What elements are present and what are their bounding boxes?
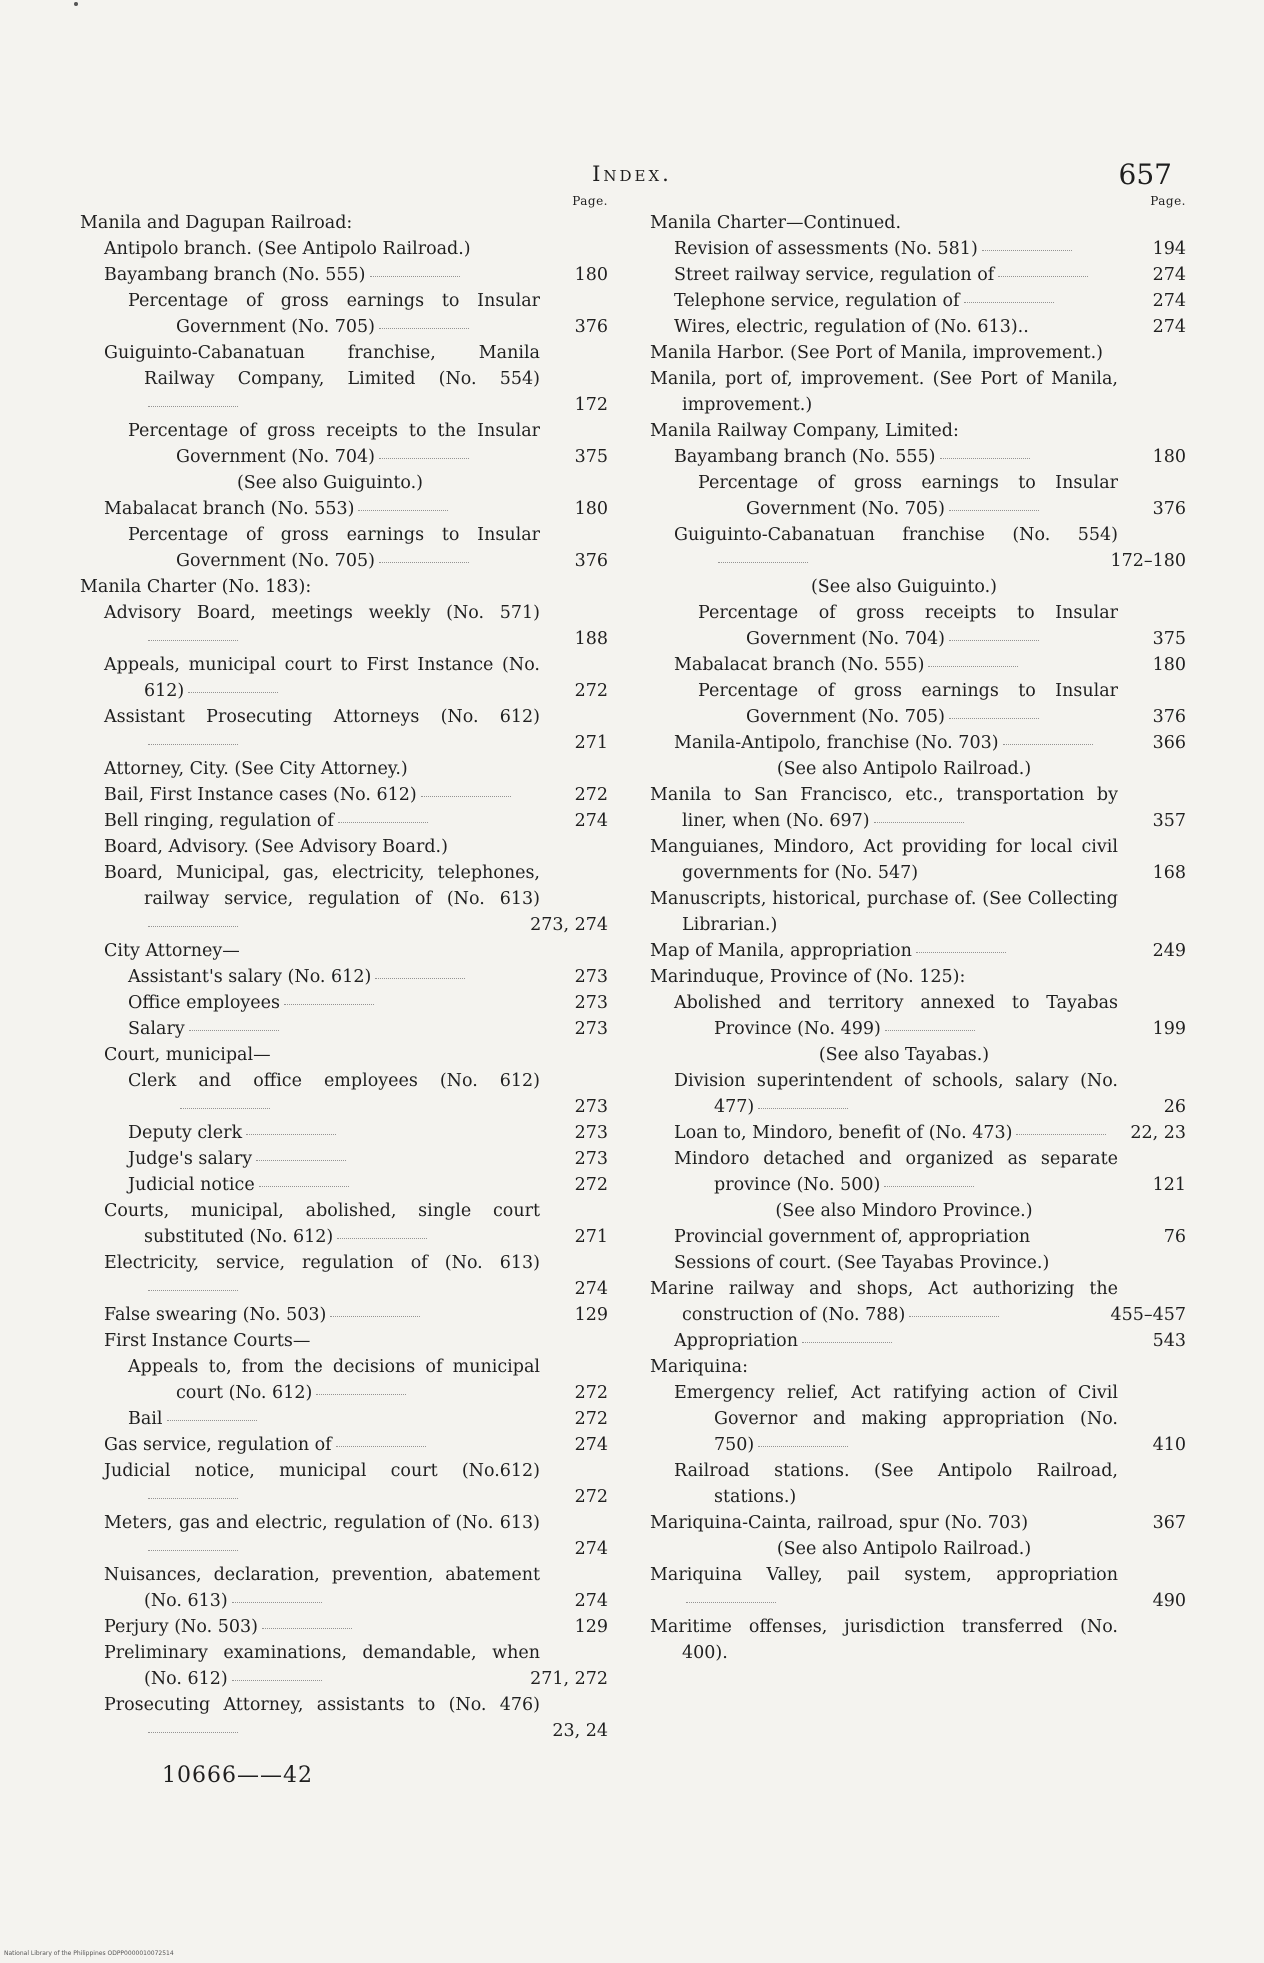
page-number: 657 <box>1118 158 1172 191</box>
entry-text: Bayambang branch (No. 555) <box>104 265 366 285</box>
entry-text: Manila and Dagupan Railroad: <box>80 213 353 233</box>
entry-text: Courts, municipal, abolished, single court substituted (No. 612) <box>104 1201 540 1247</box>
index-entry <box>80 1146 608 1172</box>
page-ref: 375 <box>1152 629 1186 649</box>
entry-text: Board, Municipal, gas, electricity, telephones, railway service, regulation of (No. 613) <box>104 863 540 909</box>
entry-text: (See also Guiguinto.) <box>236 473 424 493</box>
page-ref: 274 <box>574 1591 608 1611</box>
entry-text: Manila Railway Company, Limited: <box>650 421 959 441</box>
page-ref: 272 <box>574 1175 608 1195</box>
dot-leader <box>928 665 1018 667</box>
index-entry <box>650 600 1186 652</box>
page-ref: 249 <box>1152 941 1186 961</box>
entry-text: (See also Tayabas.) <box>818 1045 990 1065</box>
entry-text: Judge's salary <box>128 1149 253 1169</box>
dot-leader <box>370 275 460 277</box>
dot-leader <box>148 1549 238 1551</box>
dot-leader <box>982 249 1072 251</box>
dot-leader <box>949 717 1039 719</box>
page-ref: 273 <box>574 1123 608 1143</box>
entry-text: Clerk and office employees (No. 612) <box>128 1071 540 1091</box>
index-entry <box>80 808 608 834</box>
page-ref: 271, 272 <box>530 1669 608 1689</box>
entry-text: Attorney, City. (See City Attorney.) <box>104 759 408 779</box>
page-ref: 274 <box>1152 317 1186 337</box>
index-heading <box>80 1042 608 1068</box>
index-entry <box>650 990 1186 1042</box>
dot-leader <box>148 1289 238 1291</box>
index-entry <box>650 1562 1186 1614</box>
index-heading <box>650 366 1186 418</box>
entry-text: Bail, First Instance cases (No. 612) <box>104 785 417 805</box>
page-ref: 172–180 <box>1110 551 1186 571</box>
dot-leader <box>148 405 238 407</box>
index-heading <box>650 1458 1186 1510</box>
dot-leader <box>802 1341 892 1343</box>
index-entry <box>650 1068 1186 1120</box>
entry-text: Telephone service, regulation of <box>674 291 960 311</box>
dot-leader <box>189 1029 279 1031</box>
entry-text: Percentage of gross earnings to Insular Government (No. 705) <box>698 681 1118 727</box>
index-heading <box>650 418 1186 444</box>
page-ref: 376 <box>574 317 608 337</box>
entry-text: Sessions of court. (See Tayabas Province.) <box>674 1253 1050 1273</box>
page-ref: 168 <box>1152 863 1186 883</box>
dot-leader <box>379 327 469 329</box>
page-ref: 194 <box>1152 239 1186 259</box>
dot-leader <box>998 275 1088 277</box>
entry-text: First Instance Courts— <box>104 1331 311 1351</box>
index-heading <box>80 1328 608 1354</box>
index-heading <box>650 886 1186 938</box>
index-heading <box>80 574 608 600</box>
index-entry <box>650 470 1186 522</box>
entry-text: Percentage of gross receipts to the Insular Government (No. 704) <box>128 421 540 467</box>
entry-text: Marinduque, Province of (No. 125): <box>650 967 966 987</box>
index-column-left <box>80 194 608 1744</box>
index-entry <box>80 340 608 418</box>
entry-text: Mariquina-Cainta, railroad, spur (No. 703) <box>650 1513 1029 1533</box>
entry-text: Perjury (No. 503) <box>104 1617 258 1637</box>
entry-text: Mindoro detached and organized as separate province (No. 500) <box>674 1149 1118 1195</box>
entry-text: Preliminary examinations, demandable, when (No. 612) <box>104 1643 540 1689</box>
page-ref: 375 <box>574 447 608 467</box>
index-entry <box>650 288 1186 314</box>
index-entry <box>650 1276 1186 1328</box>
index-entry <box>80 522 608 574</box>
page-ref: 273 <box>574 1019 608 1039</box>
entry-text: Manguianes, Mindoro, Act providing for local civil governments for (No. 547) <box>650 837 1118 883</box>
entry-text: Maritime offenses, jurisdiction transferred (No. 400). <box>650 1617 1118 1663</box>
page-column-label: Page. <box>1150 194 1186 208</box>
entry-text: Court, municipal— <box>104 1045 271 1065</box>
entry-text: Deputy clerk <box>128 1123 243 1143</box>
dot-leader <box>1003 743 1093 745</box>
entry-text: Mabalacat branch (No. 555) <box>674 655 925 675</box>
library-stamp: National Library of the Philippines ODPP0000010072514 <box>4 1950 174 1957</box>
dot-leader <box>874 821 964 823</box>
page-ref: 274 <box>574 1435 608 1455</box>
page-ref: 357 <box>1152 811 1186 831</box>
index-entry <box>80 1432 608 1458</box>
dot-leader <box>284 1003 374 1005</box>
index-entry <box>80 1068 608 1120</box>
entry-text: Mabalacat branch (No. 553) <box>104 499 355 519</box>
index-heading <box>650 340 1186 366</box>
dot-leader <box>336 1445 426 1447</box>
index-entry <box>80 704 608 756</box>
entry-text: City Attorney— <box>104 941 240 961</box>
page-ref: 271 <box>574 733 608 753</box>
index-entry <box>80 1458 608 1510</box>
index-entry <box>650 782 1186 834</box>
entry-text: (See also Antipolo Railroad.) <box>776 1539 1032 1559</box>
entry-text: Manila Charter (No. 183): <box>80 577 312 597</box>
page-ref: 376 <box>1152 707 1186 727</box>
dot-leader <box>718 561 808 563</box>
page-ref: 410 <box>1152 1435 1186 1455</box>
index-entry <box>80 1406 608 1432</box>
entry-text: Percentage of gross receipts to Insular Government (No. 704) <box>698 603 1118 649</box>
page-ref: 274 <box>1152 291 1186 311</box>
index-heading <box>650 1536 1186 1562</box>
index-entry <box>80 1562 608 1614</box>
dot-leader <box>148 743 238 745</box>
page-ref: 129 <box>574 1305 608 1325</box>
index-entry <box>80 496 608 522</box>
page-ref: 272 <box>574 1383 608 1403</box>
index-heading <box>80 756 608 782</box>
page-ref: 543 <box>1152 1331 1186 1351</box>
page-ref: 273 <box>574 1149 608 1169</box>
index-entry <box>650 652 1186 678</box>
page-ref: 376 <box>1152 499 1186 519</box>
page-ref: 199 <box>1152 1019 1186 1039</box>
entry-text: Percentage of gross earnings to Insular Government (No. 705) <box>128 291 540 337</box>
index-entry <box>80 1016 608 1042</box>
index-entry <box>650 236 1186 262</box>
entry-text: (See also Antipolo Railroad.) <box>776 759 1032 779</box>
index-heading <box>650 1354 1186 1380</box>
entry-text: Antipolo branch. (See Antipolo Railroad.) <box>104 239 471 259</box>
page-ref: 273 <box>574 967 608 987</box>
index-heading <box>650 210 1186 236</box>
page-ref: 274 <box>574 1539 608 1559</box>
dot-leader <box>1016 1133 1106 1135</box>
entry-text: Manila, port of, improvement. (See Port of Manila, improvement.) <box>650 369 1118 415</box>
page-title: Index. <box>592 162 672 186</box>
index-entry <box>80 860 608 938</box>
dot-leader <box>379 457 469 459</box>
dot-leader <box>758 1445 848 1447</box>
dot-leader <box>148 639 238 641</box>
index-column-right <box>650 194 1186 1666</box>
entry-text: Manila-Antipolo, franchise (No. 703) <box>674 733 999 753</box>
index-entry <box>650 314 1186 340</box>
dot-leader <box>148 1497 238 1499</box>
page-ref: 26 <box>1163 1097 1186 1117</box>
entry-text: Guiguinto-Cabanatuan franchise (No. 554) <box>674 525 1118 545</box>
entry-text: Salary <box>128 1019 185 1039</box>
entry-text: Mariquina: <box>650 1357 748 1377</box>
index-heading <box>80 470 608 496</box>
entry-text: Manila Harbor. (See Port of Manila, improvement.) <box>650 343 1103 363</box>
index-entry <box>80 1120 608 1146</box>
entry-text: Advisory Board, meetings weekly (No. 571) <box>104 603 540 623</box>
dot-leader <box>167 1419 257 1421</box>
dot-leader <box>686 1601 776 1603</box>
index-entry <box>80 288 608 340</box>
index-entry <box>650 678 1186 730</box>
dot-leader <box>916 951 1006 953</box>
dot-leader <box>180 1107 270 1109</box>
index-heading <box>650 964 1186 990</box>
page-ref: 273, 274 <box>530 915 608 935</box>
page-ref: 274 <box>1152 265 1186 285</box>
dot-leader <box>949 639 1039 641</box>
dot-leader <box>884 1185 974 1187</box>
entry-text: Appeals to, from the decisions of municipal court (No. 612) <box>128 1357 540 1403</box>
index-heading <box>650 574 1186 600</box>
dot-leader <box>262 1627 352 1629</box>
index-heading <box>650 756 1186 782</box>
dot-leader <box>246 1133 336 1135</box>
page-ref: 180 <box>574 499 608 519</box>
entry-text: False swearing (No. 503) <box>104 1305 327 1325</box>
index-heading <box>80 236 608 262</box>
index-entry <box>650 262 1186 288</box>
page-ref: 121 <box>1152 1175 1186 1195</box>
index-entry <box>650 1510 1186 1536</box>
index-entry <box>650 1328 1186 1354</box>
entry-text: Appropriation <box>674 1331 798 1351</box>
page-ref: 273 <box>574 1097 608 1117</box>
index-entry <box>80 782 608 808</box>
entry-text: Judicial notice <box>128 1175 255 1195</box>
index-entry <box>80 964 608 990</box>
entry-text: Guiguinto-Cabanatuan franchise, Manila Railway Company, Limited (No. 554) <box>104 343 540 389</box>
page-ref: 273 <box>574 993 608 1013</box>
page-ref: 129 <box>574 1617 608 1637</box>
index-entry <box>650 444 1186 470</box>
entry-text: Bail <box>128 1409 163 1429</box>
entry-text: Abolished and territory annexed to Tayabas Province (No. 499) <box>674 993 1118 1039</box>
page-ref: 367 <box>1152 1513 1186 1533</box>
dot-leader <box>949 509 1039 511</box>
entry-text: Emergency relief, Act ratifying action of Civil Governor and making appropriation (No. 750) <box>674 1383 1118 1455</box>
entry-text: (See also Mindoro Province.) <box>775 1201 1033 1221</box>
index-entry <box>80 1198 608 1250</box>
page-ref: 76 <box>1163 1227 1186 1247</box>
entry-text: Mariquina Valley, pail system, appropriation <box>650 1565 1118 1585</box>
entry-text: Assistant Prosecuting Attorneys (No. 612) <box>104 707 540 727</box>
index-entry <box>80 1640 608 1692</box>
page-ref: 272 <box>574 1409 608 1429</box>
page-ref: 274 <box>574 811 608 831</box>
page-ref: 180 <box>574 265 608 285</box>
entry-text: Percentage of gross earnings to Insular Government (No. 705) <box>128 525 540 571</box>
entry-text: Bayambang branch (No. 555) <box>674 447 936 467</box>
dot-leader <box>232 1601 322 1603</box>
entry-text: Percentage of gross earnings to Insular Government (No. 705) <box>698 473 1118 519</box>
page-ref: 490 <box>1152 1591 1186 1611</box>
index-entry <box>80 652 608 704</box>
entry-text: Marine railway and shops, Act authorizing the construction of (No. 788) <box>650 1279 1118 1325</box>
page-ref: 274 <box>574 1279 608 1299</box>
dot-leader <box>256 1159 346 1161</box>
dot-leader <box>316 1393 406 1395</box>
index-entry <box>650 1120 1186 1146</box>
dot-leader <box>148 925 238 927</box>
dot-leader <box>358 509 448 511</box>
entry-text: Street railway service, regulation of <box>674 265 995 285</box>
entry-text: Provincial government of, appropriation <box>674 1227 1031 1247</box>
index-entry <box>650 938 1186 964</box>
entry-text: Board, Advisory. (See Advisory Board.) <box>104 837 448 857</box>
dot-leader <box>964 301 1054 303</box>
entry-text: Electricity, service, regulation of (No. 613) <box>104 1253 540 1273</box>
page-column-label: Page. <box>572 194 608 208</box>
index-entry <box>80 1614 608 1640</box>
dot-leader <box>337 1237 427 1239</box>
entry-text: Assistant's salary (No. 612) <box>128 967 372 987</box>
index-entry <box>80 1250 608 1302</box>
entry-text: Office employees <box>128 993 280 1013</box>
index-heading <box>80 938 608 964</box>
index-entry <box>650 834 1186 886</box>
index-heading <box>650 1614 1186 1666</box>
index-heading <box>80 210 608 236</box>
dot-leader <box>338 821 428 823</box>
dot-leader <box>379 561 469 563</box>
index-entry <box>80 600 608 652</box>
entry-text: Loan to, Mindoro, benefit of (No. 473) <box>674 1123 1013 1143</box>
index-heading <box>650 1250 1186 1276</box>
entry-text: Judicial notice, municipal court (No.612) <box>104 1461 540 1481</box>
page-ref: 180 <box>1152 655 1186 675</box>
page-ref: 272 <box>574 1487 608 1507</box>
entry-text: (See also Guiguinto.) <box>810 577 998 597</box>
index-heading <box>80 834 608 860</box>
entry-text: Prosecuting Attorney, assistants to (No. 476) <box>104 1695 540 1715</box>
index-entry <box>80 1302 608 1328</box>
entry-text: Map of Manila, appropriation <box>650 941 912 961</box>
entry-text: Meters, gas and electric, regulation of (No. 613) <box>104 1513 540 1533</box>
page-header <box>0 150 1264 200</box>
page-ref: 455–457 <box>1110 1305 1186 1325</box>
dot-leader <box>259 1185 349 1187</box>
entry-text: Nuisances, declaration, prevention, abatement (No. 613) <box>104 1565 540 1611</box>
dot-leader <box>909 1315 999 1317</box>
index-entry <box>80 262 608 288</box>
signature-mark: 10666——42 <box>162 1763 313 1788</box>
page-ref: 180 <box>1152 447 1186 467</box>
index-entry <box>80 990 608 1016</box>
index-entry <box>80 1172 608 1198</box>
dot-leader <box>421 795 511 797</box>
scan-speck <box>74 2 78 6</box>
entry-text: Manila to San Francisco, etc., transportation by liner, when (No. 697) <box>650 785 1118 831</box>
dot-leader <box>758 1107 848 1109</box>
entry-text: Bell ringing, regulation of <box>104 811 334 831</box>
page-ref: 271 <box>574 1227 608 1247</box>
dot-leader <box>232 1679 322 1681</box>
index-heading <box>650 1198 1186 1224</box>
page-ref: 22, 23 <box>1130 1123 1186 1143</box>
dot-leader <box>330 1315 420 1317</box>
entry-text: Gas service, regulation of <box>104 1435 332 1455</box>
index-entry <box>650 730 1186 756</box>
entry-text: Division superintendent of schools, salary (No. 477) <box>674 1071 1118 1117</box>
index-entry <box>80 1510 608 1562</box>
index-heading <box>650 1042 1186 1068</box>
index-entry <box>80 418 608 470</box>
dot-leader <box>148 1731 238 1733</box>
index-entry <box>80 1692 608 1744</box>
entry-text: Railroad stations. (See Antipolo Railroad, stations.) <box>674 1461 1118 1507</box>
dot-leader <box>188 691 278 693</box>
index-entry <box>650 1380 1186 1458</box>
index-entry <box>650 522 1186 574</box>
page-ref: 23, 24 <box>552 1721 608 1741</box>
index-entry <box>650 1146 1186 1198</box>
entry-text: Revision of assessments (No. 581) <box>674 239 978 259</box>
page-ref: 376 <box>574 551 608 571</box>
entry-text: Manuscripts, historical, purchase of. (See Collecting Librarian.) <box>650 889 1118 935</box>
index-entry <box>650 1224 1186 1250</box>
page-ref: 172 <box>574 395 608 415</box>
entry-text: Appeals, municipal court to First Instance (No. 612) <box>104 655 540 701</box>
page-ref: 188 <box>574 629 608 649</box>
page-ref: 272 <box>574 785 608 805</box>
entry-text: Manila Charter—Continued. <box>650 213 902 233</box>
index-entry <box>80 1354 608 1406</box>
dot-leader <box>375 977 465 979</box>
dot-leader <box>940 457 1030 459</box>
dot-leader <box>885 1029 975 1031</box>
page-ref: 366 <box>1152 733 1186 753</box>
entry-text: Wires, electric, regulation of (No. 613).. <box>674 317 1029 337</box>
page-ref: 272 <box>574 681 608 701</box>
